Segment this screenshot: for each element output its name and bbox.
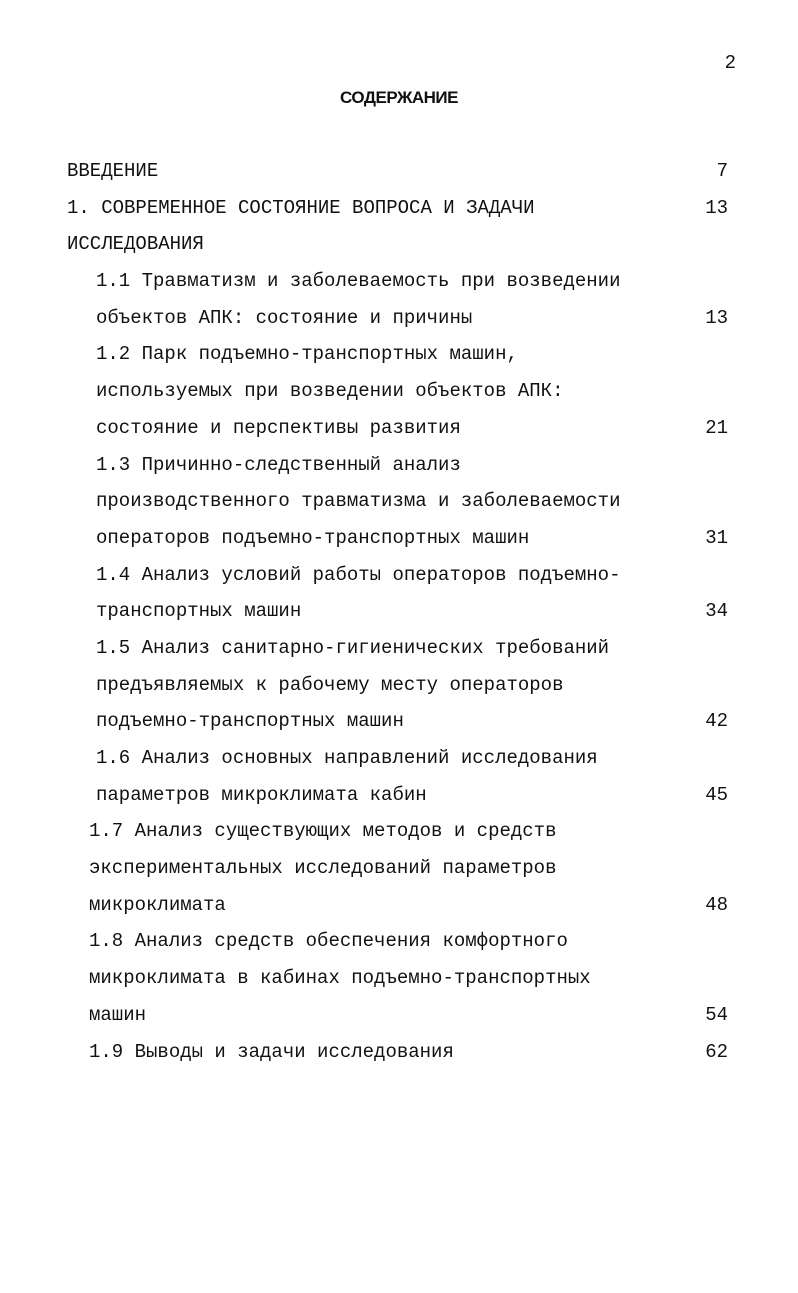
toc-entry-text: состояние и перспективы развития <box>96 416 461 439</box>
toc-entry-1-5[interactable] <box>0 630 798 740</box>
toc-entry-text: параметров микроклимата кабин <box>96 783 427 806</box>
toc-entry-1-2[interactable] <box>0 336 798 446</box>
toc-page-number: 7 <box>716 160 728 182</box>
toc-entry-text: экспериментальных исследований параметров <box>89 857 557 880</box>
page-number: 2 <box>724 52 736 74</box>
toc-entry-text: транспортных машин <box>96 600 302 623</box>
toc-entry-1-7[interactable] <box>0 813 798 923</box>
toc-entry-text: операторов подъемно-транспортных машин <box>96 526 530 549</box>
toc-entry-text: микроклимата в кабинах подъемно-транспортных <box>89 967 591 990</box>
toc-page-number: 34 <box>705 600 728 623</box>
toc-entry-1-9[interactable] <box>0 1034 798 1071</box>
toc-entry-text: ИССЛЕДОВАНИЯ <box>67 233 204 256</box>
toc-entry-text: 1.2 Парк подъемно-транспортных машин, <box>96 343 518 366</box>
toc-entry-1-3[interactable] <box>0 447 798 557</box>
toc-entry-text: ВВЕДЕНИЕ <box>67 160 159 182</box>
toc-entry-text: 1.3 Причинно-следственный анализ <box>96 453 461 476</box>
toc-entry-text: 1.6 Анализ основных направлений исследования <box>96 747 598 769</box>
toc-entry-text: объектов АПК: состояние и причины <box>96 306 473 329</box>
toc-entry-1-8[interactable] <box>0 923 798 1033</box>
toc-entry-text: предъявляемых к рабочему месту операторов <box>96 673 564 696</box>
toc-page-number: 62 <box>705 1040 728 1063</box>
page-title: СОДЕРЖАНИЕ <box>340 88 458 107</box>
toc-entry-text: 1.8 Анализ средств обеспечения комфортного <box>89 930 568 953</box>
toc-page-number: 13 <box>705 196 728 219</box>
toc-entry-text: машин <box>89 1003 147 1026</box>
table-of-contents <box>0 153 798 1070</box>
toc-entry-1-4[interactable] <box>0 557 798 630</box>
toc-entry-1-1[interactable] <box>0 263 798 336</box>
toc-entry-text: 1.1 Травматизм и заболеваемость при возведении <box>96 270 621 293</box>
toc-entry-introduction[interactable] <box>0 153 798 190</box>
toc-page-number: 21 <box>705 416 728 439</box>
toc-entry-text: 1.4 Анализ условий работы операторов подъемно- <box>96 563 621 586</box>
toc-entry-text: подъемно-транспортных машин <box>96 710 404 733</box>
toc-page-number: 31 <box>705 526 728 549</box>
toc-entry-text: производственного травматизма и заболеваемости <box>96 490 621 513</box>
toc-page-number: 48 <box>705 893 728 916</box>
toc-entry-chapter-1[interactable] <box>0 190 798 263</box>
toc-entry-text: используемых при возведении объектов АПК: <box>96 380 564 403</box>
toc-entry-text: 1.7 Анализ существующих методов и средств <box>89 820 557 843</box>
toc-page-number: 13 <box>705 306 728 329</box>
toc-entry-1-6[interactable] <box>0 740 798 813</box>
toc-page-number: 54 <box>705 1003 728 1026</box>
toc-page-number: 45 <box>705 783 728 806</box>
toc-entry-text: микроклимата <box>89 893 226 916</box>
toc-entry-text: 1. СОВРЕМЕННОЕ СОСТОЯНИЕ ВОПРОСА И ЗАДАЧИ <box>67 196 535 219</box>
toc-page-number: 42 <box>705 710 728 733</box>
toc-entry-text: 1.5 Анализ санитарно-гигиенических требований <box>96 636 610 659</box>
toc-entry-text: 1.9 Выводы и задачи исследования <box>89 1040 454 1063</box>
